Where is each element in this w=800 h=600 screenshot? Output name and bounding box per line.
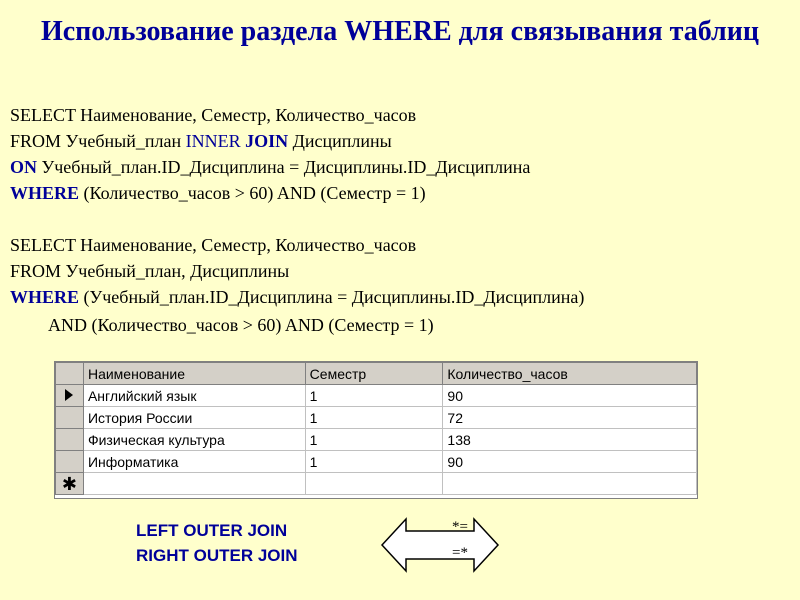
new-record-star-icon: ✱ — [61, 473, 78, 494]
result-table — [55, 362, 697, 495]
cell-semester[interactable]: 1 — [305, 385, 443, 407]
outer-join-notes — [136, 518, 298, 568]
current-row-arrow-icon — [65, 389, 73, 401]
query2-line1-text: Наименование, Семестр, Количество_часов — [75, 235, 417, 255]
row-selector[interactable] — [56, 385, 84, 407]
column-header-semester[interactable]: Семестр — [305, 363, 443, 385]
cell-semester[interactable]: 1 — [305, 429, 443, 451]
query2-line2 — [10, 258, 289, 284]
cell-semester[interactable]: 1 — [305, 407, 443, 429]
cell-hours[interactable]: 72 — [443, 407, 697, 429]
keyword-on: ON — [10, 157, 37, 177]
double-arrow-icon — [380, 515, 500, 575]
cell-name[interactable]: Физическая культура — [83, 429, 305, 451]
query2-line4: AND (Количество_часов > 60) AND (Семестр = 1) — [48, 315, 434, 335]
row-selector[interactable] — [56, 473, 84, 495]
keyword-where: WHERE — [10, 183, 80, 203]
query2-line2-text: Учебный_план, Дисциплины — [61, 261, 290, 281]
grid-header-row — [56, 363, 697, 385]
cell-hours[interactable]: 138 — [443, 429, 697, 451]
cell-name[interactable] — [83, 473, 305, 495]
keyword-from: FROM — [10, 261, 62, 281]
result-grid[interactable] — [54, 361, 698, 499]
row-selector[interactable] — [56, 429, 84, 451]
query1-line4 — [10, 180, 426, 206]
column-header-hours[interactable]: Количество_часов — [443, 363, 697, 385]
cell-hours[interactable]: 90 — [443, 385, 697, 407]
left-outer-join-label: LEFT OUTER JOIN — [136, 521, 288, 540]
row-selector[interactable] — [56, 407, 84, 429]
row-selector[interactable] — [56, 451, 84, 473]
cell-name[interactable]: Информатика — [83, 451, 305, 473]
keyword-select: SELECT — [10, 235, 76, 255]
right-outer-join-label: RIGHT OUTER JOIN — [136, 546, 298, 565]
query1-line1 — [10, 102, 416, 128]
query2-line3 — [10, 284, 584, 310]
cell-name[interactable]: История России — [83, 407, 305, 429]
query1-line2 — [10, 128, 392, 154]
query1-line4-text: (Количество_часов > 60) AND (Семестр = 1) — [79, 183, 426, 203]
cell-hours[interactable] — [443, 473, 697, 495]
table-row[interactable] — [56, 429, 697, 451]
query1-line3-text: Учебный_план.ID_Дисциплина = Дисциплины.ID_Дисциплина — [37, 157, 531, 177]
cell-semester[interactable] — [305, 473, 443, 495]
query1-line2-table: Дисциплины — [288, 131, 392, 151]
keyword-join: JOIN — [245, 131, 289, 151]
query1-line1-text: Наименование, Семестр, Количество_часов — [75, 105, 417, 125]
table-row[interactable] — [56, 385, 697, 407]
query2-line1 — [10, 232, 416, 258]
query1-line3 — [10, 154, 530, 180]
left-join-operator: *= — [452, 519, 468, 535]
query1-line2-text: Учебный_план — [61, 131, 186, 151]
new-record-row[interactable] — [56, 473, 697, 495]
right-join-operator: =* — [452, 545, 468, 561]
row-selector-header — [56, 363, 84, 385]
query2-line3-text: (Учебный_план.ID_Дисциплина = Дисциплины.ID_Дисциплина) — [79, 287, 585, 307]
keyword-select: SELECT — [10, 105, 76, 125]
table-row[interactable] — [56, 451, 697, 473]
cell-semester[interactable]: 1 — [305, 451, 443, 473]
keyword-where: WHERE — [10, 287, 80, 307]
keyword-inner: INNER — [185, 131, 241, 151]
page-title: Использование раздела WHERE для связывания таблиц — [40, 16, 760, 47]
keyword-from: FROM — [10, 131, 62, 151]
cell-name[interactable]: Английский язык — [83, 385, 305, 407]
table-row[interactable] — [56, 407, 697, 429]
column-header-name[interactable]: Наименование — [83, 363, 305, 385]
cell-hours[interactable]: 90 — [443, 451, 697, 473]
